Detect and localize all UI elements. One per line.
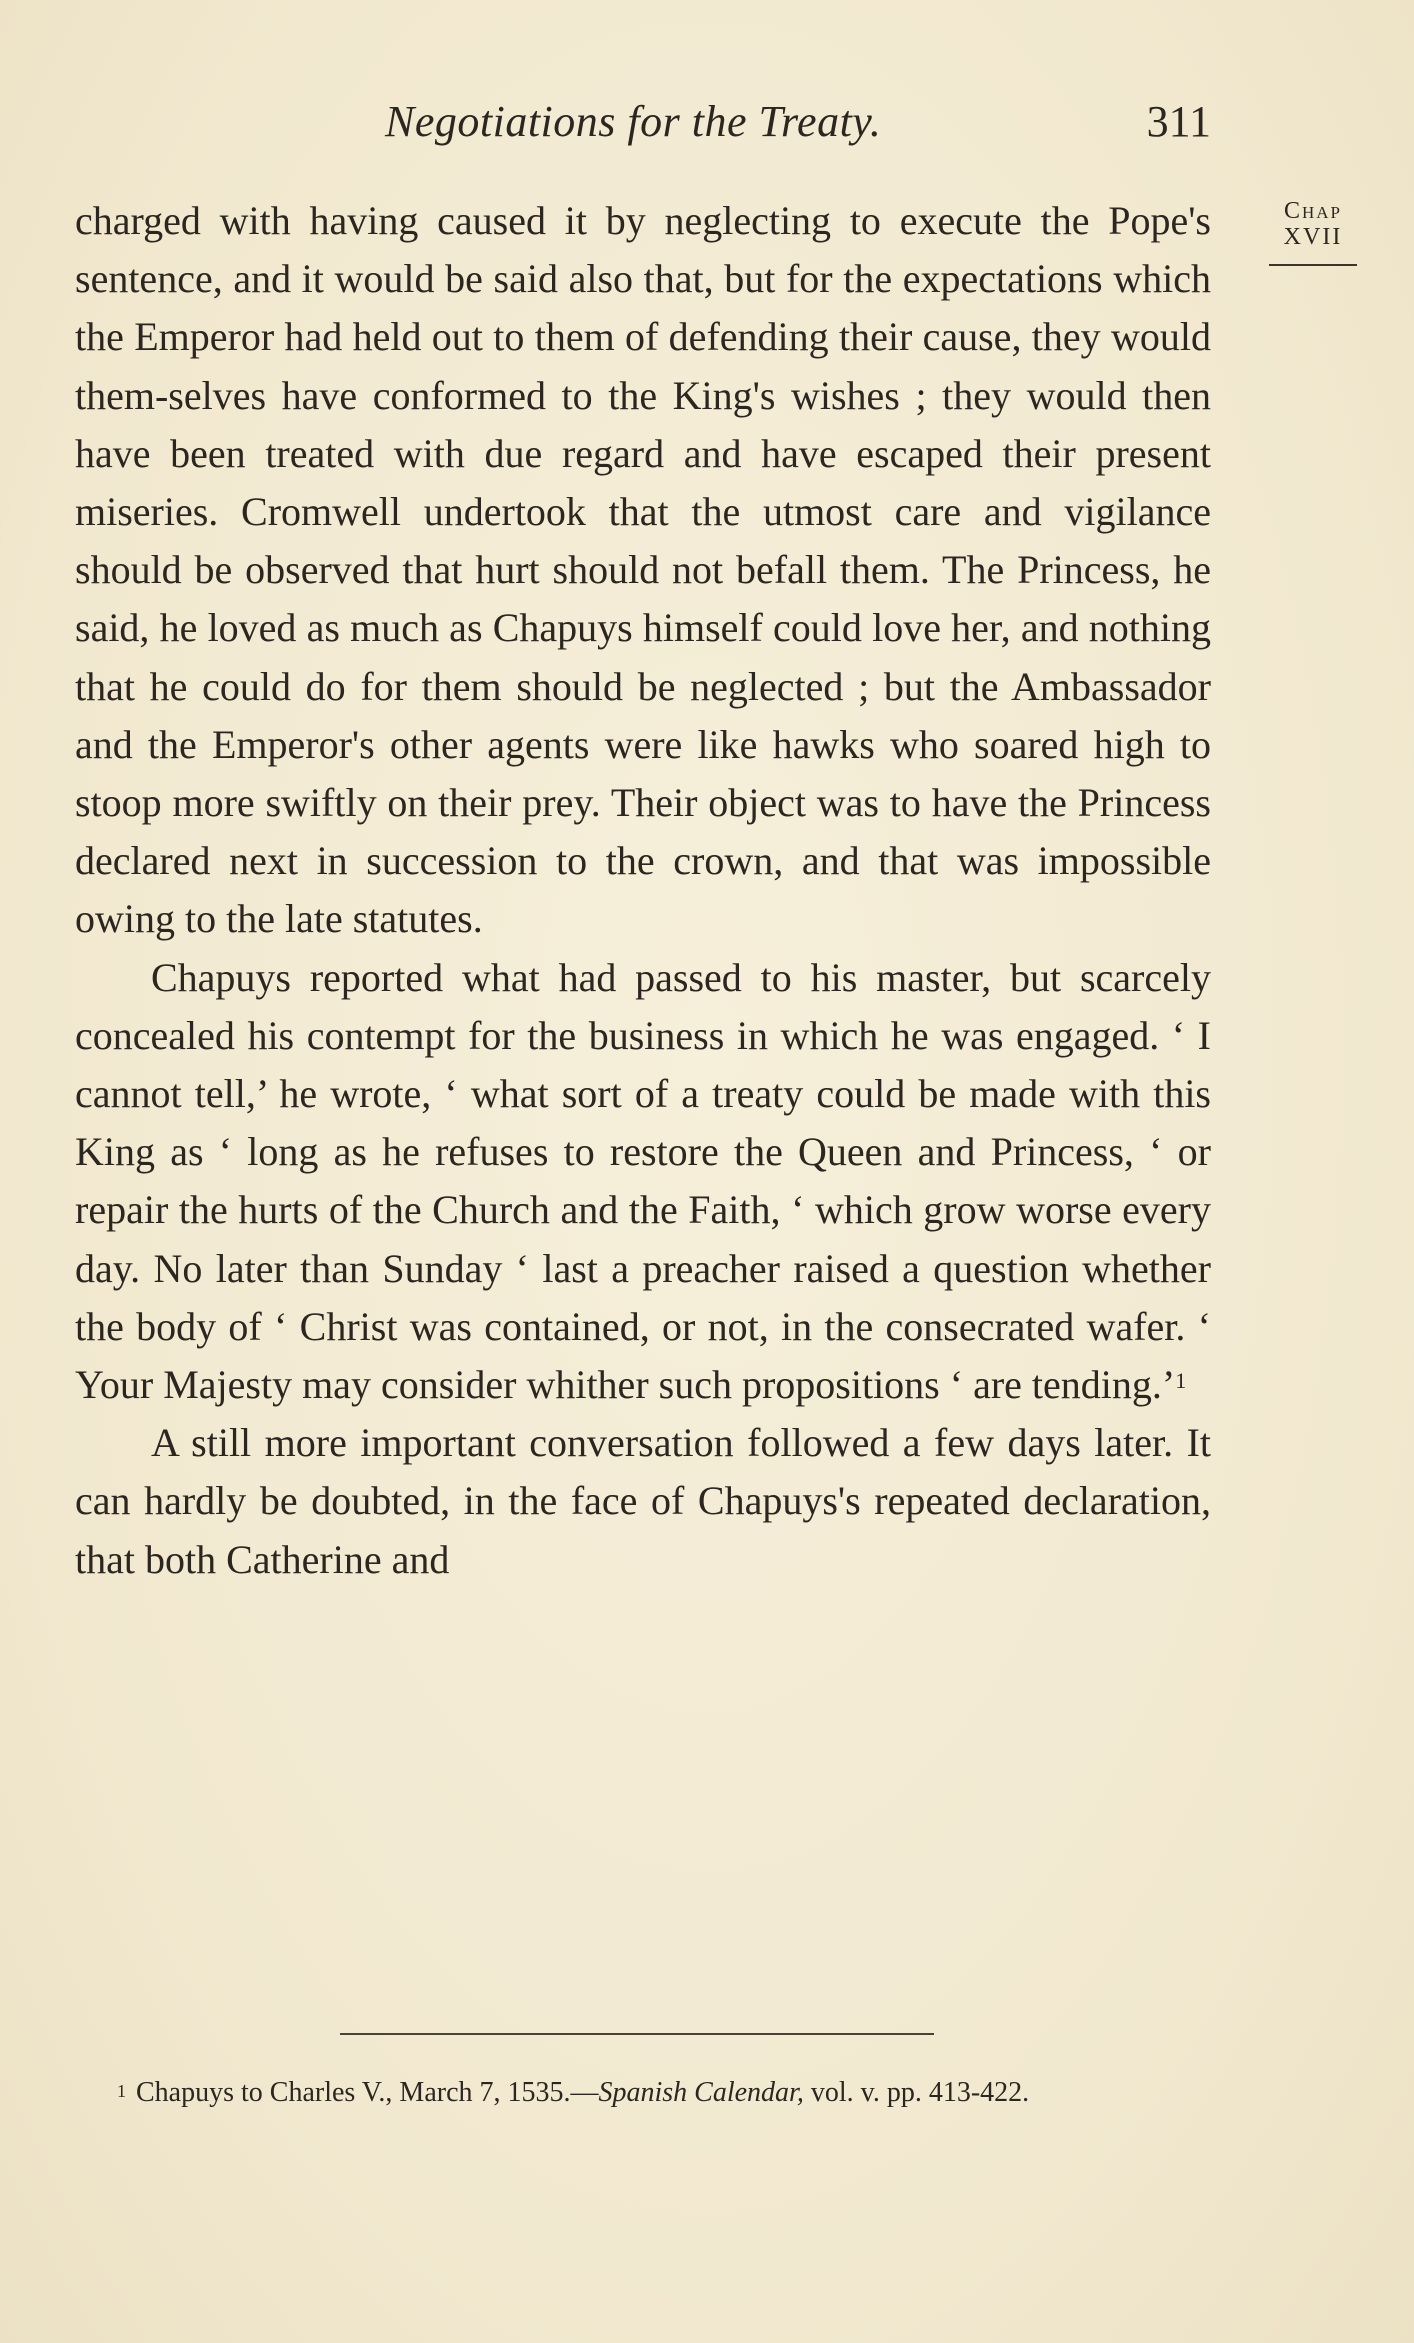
footnote-divider [340,2033,934,2035]
margin-rule [1269,264,1357,266]
footnote-source: Spanish Calendar, [598,2077,804,2108]
running-head [75,96,1211,156]
footnote-number: 1 [117,2081,126,2101]
footnote-lead: Chapuys to Charles V., March 7, 1535.— [136,2077,599,2108]
paragraph-2: Chapuys reported what had passed to his master, but scarcely concealed his contempt for the business in which he was engaged. ‘ I cannot tell,’ he wrote, ‘ what sort of a treaty could be made with this King as ‘ long as he refuses to restore the Queen and Princess, ‘ or repair the hurts of the Church and the Faith, ‘ which grow worse every day. No later than Sunday ‘ last a preacher raised a question whether the body of ‘ Christ was contained, or not, in the consecrated wafer. ‘ Your Majesty may consider whither such propositions ‘ are tending.’$^1$ [75,954,1211,1408]
chapter-label: Chap [1283,198,1343,224]
running-title: Negotiations for the Treaty. [385,97,882,146]
page-number: 311 [1146,97,1211,146]
chapter-margin-note [1268,198,1358,266]
footnote-reference[interactable]: 1 [1175,1368,1187,1394]
footnote [75,2071,1211,2115]
paragraph-3: A still more important conversation followed a few days later. It can hardly be doubted, in the face of Chapuys's repeated declaration, that both Catherine and [75,1420,1211,1582]
body-text [75,192,1211,1589]
chapter-number: XVII [1283,224,1343,250]
footnote-tail: vol. v. pp. 413-422. [803,2077,1030,2108]
paragraph-1: charged with having caused it by neglecting to execute the Pope's sentence, and it would be said also that, but for the expectations which the Emperor had held out to them of defending their cause, they would them-selves have conformed to the King's wishes ; they would then have been treated with due regard and have escaped their present miseries. Cromwell undertook that the utmost care and vigilance should be observed that hurt should not befall them. The Princess, he said, he loved as much as Chapuys himself could love her, and nothing that he could do for them should be neglected ; but the Ambassador and the Emperor's other agents were like hawks who soared high to stoop more swiftly on their prey. Their object was to have the Princess declared next in succession to the crown, and that was impossible owing to the late statutes. [75,198,1211,942]
